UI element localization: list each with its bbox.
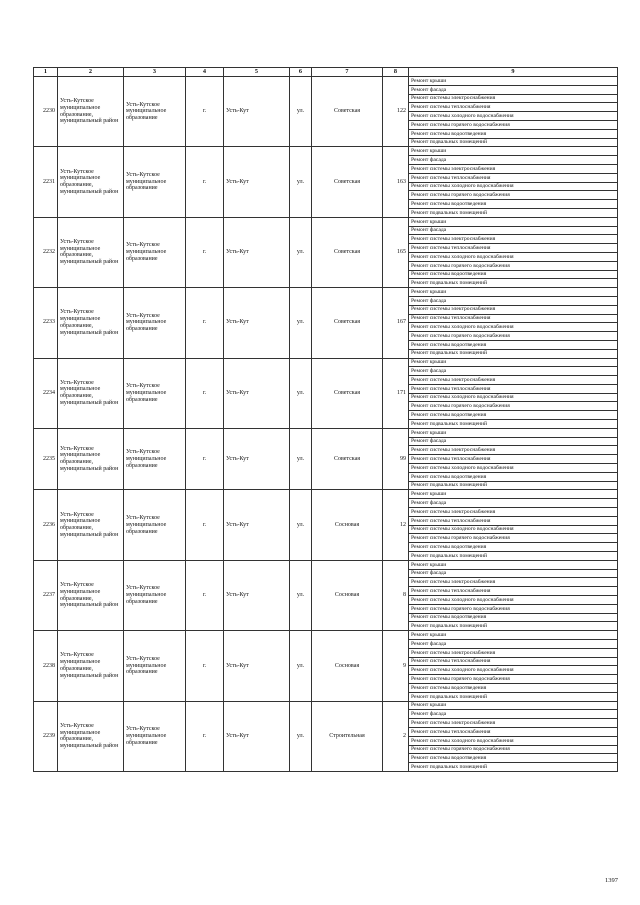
municipality-name: Усть-Кутское муниципальное образование (124, 77, 186, 147)
settlement-type: г. (186, 288, 224, 358)
repair-work-item: Ремонт системы горячего водоснабжения (409, 534, 618, 543)
street-name: Строительная (312, 701, 383, 771)
repair-work-item: Ремонт системы горячего водоснабжения (409, 675, 618, 684)
street-type: ул. (290, 631, 312, 701)
settlement-type: г. (186, 147, 224, 217)
repair-work-item: Ремонт системы электроснабжения (409, 164, 618, 173)
col-header-6: 6 (290, 68, 312, 77)
record-number: 2236 (34, 490, 58, 560)
record-number: 2239 (34, 701, 58, 771)
house-number: 171 (383, 358, 409, 428)
street-name: Советская (312, 358, 383, 428)
repair-work-item: Ремонт системы горячего водоснабжения (409, 745, 618, 754)
repair-work-item: Ремонт системы электроснабжения (409, 719, 618, 728)
settlement-name: Усть-Кут (224, 560, 290, 630)
settlement-name: Усть-Кут (224, 428, 290, 490)
house-number: 167 (383, 288, 409, 358)
settlement-type: г. (186, 358, 224, 428)
record-number: 2238 (34, 631, 58, 701)
street-type: ул. (290, 217, 312, 287)
district-name: Усть-Кутское муниципальное образование, муниципальный район (58, 358, 124, 428)
repair-work-item: Ремонт системы электроснабжения (409, 94, 618, 103)
house-number: 8 (383, 560, 409, 630)
repair-work-item: Ремонт системы холодного водоснабжения (409, 736, 618, 745)
col-header-8: 8 (383, 68, 409, 77)
settlement-type: г. (186, 77, 224, 147)
repair-work-item: Ремонт системы электроснабжения (409, 508, 618, 517)
record-number: 2237 (34, 560, 58, 630)
table-row (34, 701, 618, 710)
repair-work-item: Ремонт системы теплоснабжения (409, 587, 618, 596)
table-row (34, 77, 618, 86)
municipality-name: Усть-Кутское муниципальное образование (124, 490, 186, 560)
street-name: Советская (312, 147, 383, 217)
district-name: Усть-Кутское муниципальное образование, муниципальный район (58, 147, 124, 217)
repair-work-item: Ремонт фасада (409, 367, 618, 376)
repair-work-item: Ремонт крыши (409, 560, 618, 569)
repair-work-item: Ремонт фасада (409, 499, 618, 508)
table-row (34, 147, 618, 156)
house-number: 122 (383, 77, 409, 147)
record-number: 2234 (34, 358, 58, 428)
repair-work-item: Ремонт системы теплоснабжения (409, 727, 618, 736)
repair-work-item: Ремонт системы теплоснабжения (409, 314, 618, 323)
district-name: Усть-Кутское муниципальное образование, муниципальный район (58, 288, 124, 358)
street-type: ул. (290, 428, 312, 490)
street-type: ул. (290, 358, 312, 428)
repair-work-item: Ремонт системы теплоснабжения (409, 244, 618, 253)
repair-work-item: Ремонт системы теплоснабжения (409, 384, 618, 393)
repair-work-item: Ремонт подвальных помещений (409, 763, 618, 772)
page-number: 1397 (605, 877, 618, 884)
repair-work-item: Ремонт крыши (409, 490, 618, 499)
repair-work-item: Ремонт крыши (409, 428, 618, 437)
repair-work-item: Ремонт системы электроснабжения (409, 648, 618, 657)
col-header-9: 9 (409, 68, 618, 77)
repair-work-item: Ремонт системы электроснабжения (409, 235, 618, 244)
settlement-type: г. (186, 631, 224, 701)
municipality-name: Усть-Кутское муниципальное образование (124, 217, 186, 287)
repair-work-item: Ремонт крыши (409, 358, 618, 367)
repair-work-item: Ремонт подвальных помещений (409, 692, 618, 701)
repair-work-item: Ремонт системы электроснабжения (409, 305, 618, 314)
settlement-type: г. (186, 701, 224, 771)
repair-work-item: Ремонт системы холодного водоснабжения (409, 393, 618, 402)
repair-work-item: Ремонт подвальных помещений (409, 138, 618, 147)
repair-work-item: Ремонт крыши (409, 701, 618, 710)
repair-work-item: Ремонт системы теплоснабжения (409, 103, 618, 112)
repair-work-item: Ремонт системы холодного водоснабжения (409, 112, 618, 121)
repair-work-item: Ремонт подвальных помещений (409, 279, 618, 288)
municipality-name: Усть-Кутское муниципальное образование (124, 358, 186, 428)
street-name: Советская (312, 428, 383, 490)
house-number: 2 (383, 701, 409, 771)
repair-work-item: Ремонт системы горячего водоснабжения (409, 120, 618, 129)
repair-work-item: Ремонт подвальных помещений (409, 481, 618, 490)
district-name: Усть-Кутское муниципальное образование, муниципальный район (58, 701, 124, 771)
repair-work-item: Ремонт системы водоотведения (409, 129, 618, 138)
repair-work-item: Ремонт фасада (409, 437, 618, 446)
repair-work-item: Ремонт системы горячего водоснабжения (409, 191, 618, 200)
settlement-type: г. (186, 560, 224, 630)
municipality-name: Усть-Кутское муниципальное образование (124, 631, 186, 701)
repair-work-item: Ремонт системы теплоснабжения (409, 516, 618, 525)
repair-work-item: Ремонт крыши (409, 217, 618, 226)
repair-work-item: Ремонт системы водоотведения (409, 270, 618, 279)
settlement-type: г. (186, 428, 224, 490)
repair-work-item: Ремонт крыши (409, 77, 618, 86)
municipality-name: Усть-Кутское муниципальное образование (124, 560, 186, 630)
repair-work-item: Ремонт подвальных помещений (409, 349, 618, 358)
street-name: Советская (312, 77, 383, 147)
street-name: Сосновая (312, 560, 383, 630)
district-name: Усть-Кутское муниципальное образование, муниципальный район (58, 631, 124, 701)
repair-work-item: Ремонт системы горячего водоснабжения (409, 261, 618, 270)
district-name: Усть-Кутское муниципальное образование, муниципальный район (58, 217, 124, 287)
table-header (34, 68, 618, 77)
house-number: 163 (383, 147, 409, 217)
municipality-name: Усть-Кутское муниципальное образование (124, 288, 186, 358)
street-name: Советская (312, 288, 383, 358)
settlement-name: Усть-Кут (224, 288, 290, 358)
table-row (34, 217, 618, 226)
col-header-2: 2 (58, 68, 124, 77)
col-header-5: 5 (224, 68, 290, 77)
house-number: 99 (383, 428, 409, 490)
street-type: ул. (290, 701, 312, 771)
table-body (34, 77, 618, 772)
repair-work-item: Ремонт системы холодного водоснабжения (409, 323, 618, 332)
table-row (34, 288, 618, 297)
municipality-name: Усть-Кутское муниципальное образование (124, 701, 186, 771)
settlement-name: Усть-Кут (224, 490, 290, 560)
repair-work-item: Ремонт системы холодного водоснабжения (409, 666, 618, 675)
street-type: ул. (290, 490, 312, 560)
repair-work-item: Ремонт крыши (409, 631, 618, 640)
record-number: 2231 (34, 147, 58, 217)
table-row (34, 490, 618, 499)
house-number: 12 (383, 490, 409, 560)
repair-work-item: Ремонт фасада (409, 226, 618, 235)
repair-work-item: Ремонт системы горячего водоснабжения (409, 604, 618, 613)
street-name: Сосновая (312, 490, 383, 560)
street-name: Сосновая (312, 631, 383, 701)
repair-work-item: Ремонт системы холодного водоснабжения (409, 252, 618, 261)
settlement-name: Усть-Кут (224, 631, 290, 701)
table-row (34, 428, 618, 437)
repair-work-item: Ремонт системы водоотведения (409, 472, 618, 481)
repair-work-item: Ремонт системы электроснабжения (409, 376, 618, 385)
record-number: 2230 (34, 77, 58, 147)
col-header-7: 7 (312, 68, 383, 77)
repair-work-item: Ремонт фасада (409, 85, 618, 94)
repair-work-item: Ремонт подвальных помещений (409, 208, 618, 217)
col-header-4: 4 (186, 68, 224, 77)
repair-work-item: Ремонт фасада (409, 640, 618, 649)
repair-work-item: Ремонт системы холодного водоснабжения (409, 525, 618, 534)
repair-work-item: Ремонт подвальных помещений (409, 420, 618, 429)
settlement-name: Усть-Кут (224, 77, 290, 147)
district-name: Усть-Кутское муниципальное образование, муниципальный район (58, 490, 124, 560)
street-type: ул. (290, 77, 312, 147)
repair-work-item: Ремонт системы водоотведения (409, 543, 618, 552)
record-number: 2232 (34, 217, 58, 287)
municipality-name: Усть-Кутское муниципальное образование (124, 147, 186, 217)
table-row (34, 358, 618, 367)
repair-work-item: Ремонт системы теплоснабжения (409, 173, 618, 182)
header-row (34, 68, 618, 77)
repair-work-item: Ремонт подвальных помещений (409, 622, 618, 631)
repair-work-item: Ремонт системы теплоснабжения (409, 657, 618, 666)
settlement-type: г. (186, 490, 224, 560)
repair-work-item: Ремонт системы холодного водоснабжения (409, 596, 618, 605)
repair-work-item: Ремонт системы холодного водоснабжения (409, 182, 618, 191)
settlement-type: г. (186, 217, 224, 287)
repair-work-item: Ремонт крыши (409, 288, 618, 297)
record-number: 2235 (34, 428, 58, 490)
house-number: 9 (383, 631, 409, 701)
repair-work-item: Ремонт системы горячего водоснабжения (409, 402, 618, 411)
district-name: Усть-Кутское муниципальное образование, муниципальный район (58, 560, 124, 630)
settlement-name: Усть-Кут (224, 217, 290, 287)
table-row (34, 560, 618, 569)
repair-work-item: Ремонт системы горячего водоснабжения (409, 332, 618, 341)
district-name: Усть-Кутское муниципальное образование, муниципальный район (58, 428, 124, 490)
repair-work-item: Ремонт фасада (409, 296, 618, 305)
repair-work-item: Ремонт подвальных помещений (409, 552, 618, 561)
repair-work-item: Ремонт системы электроснабжения (409, 578, 618, 587)
repair-work-item: Ремонт фасада (409, 569, 618, 578)
repair-work-item: Ремонт системы водоотведения (409, 200, 618, 209)
repair-work-item: Ремонт системы электроснабжения (409, 446, 618, 455)
repair-work-item: Ремонт фасада (409, 156, 618, 165)
house-number: 165 (383, 217, 409, 287)
repair-work-item: Ремонт системы теплоснабжения (409, 455, 618, 464)
repair-work-item: Ремонт крыши (409, 147, 618, 156)
settlement-name: Усть-Кут (224, 701, 290, 771)
col-header-3: 3 (124, 68, 186, 77)
table-row (34, 631, 618, 640)
repair-work-item: Ремонт системы водоотведения (409, 683, 618, 692)
street-type: ул. (290, 147, 312, 217)
col-header-1: 1 (34, 68, 58, 77)
repair-work-item: Ремонт системы водоотведения (409, 613, 618, 622)
repair-work-item: Ремонт фасада (409, 710, 618, 719)
housing-repair-table (33, 67, 618, 772)
settlement-name: Усть-Кут (224, 358, 290, 428)
street-type: ул. (290, 560, 312, 630)
repair-work-item: Ремонт системы водоотведения (409, 754, 618, 763)
district-name: Усть-Кутское муниципальное образование, муниципальный район (58, 77, 124, 147)
repair-work-item: Ремонт системы водоотведения (409, 411, 618, 420)
record-number: 2233 (34, 288, 58, 358)
repair-work-item: Ремонт системы холодного водоснабжения (409, 464, 618, 473)
street-name: Советская (312, 217, 383, 287)
street-type: ул. (290, 288, 312, 358)
settlement-name: Усть-Кут (224, 147, 290, 217)
repair-work-item: Ремонт системы водоотведения (409, 340, 618, 349)
municipality-name: Усть-Кутское муниципальное образование (124, 428, 186, 490)
